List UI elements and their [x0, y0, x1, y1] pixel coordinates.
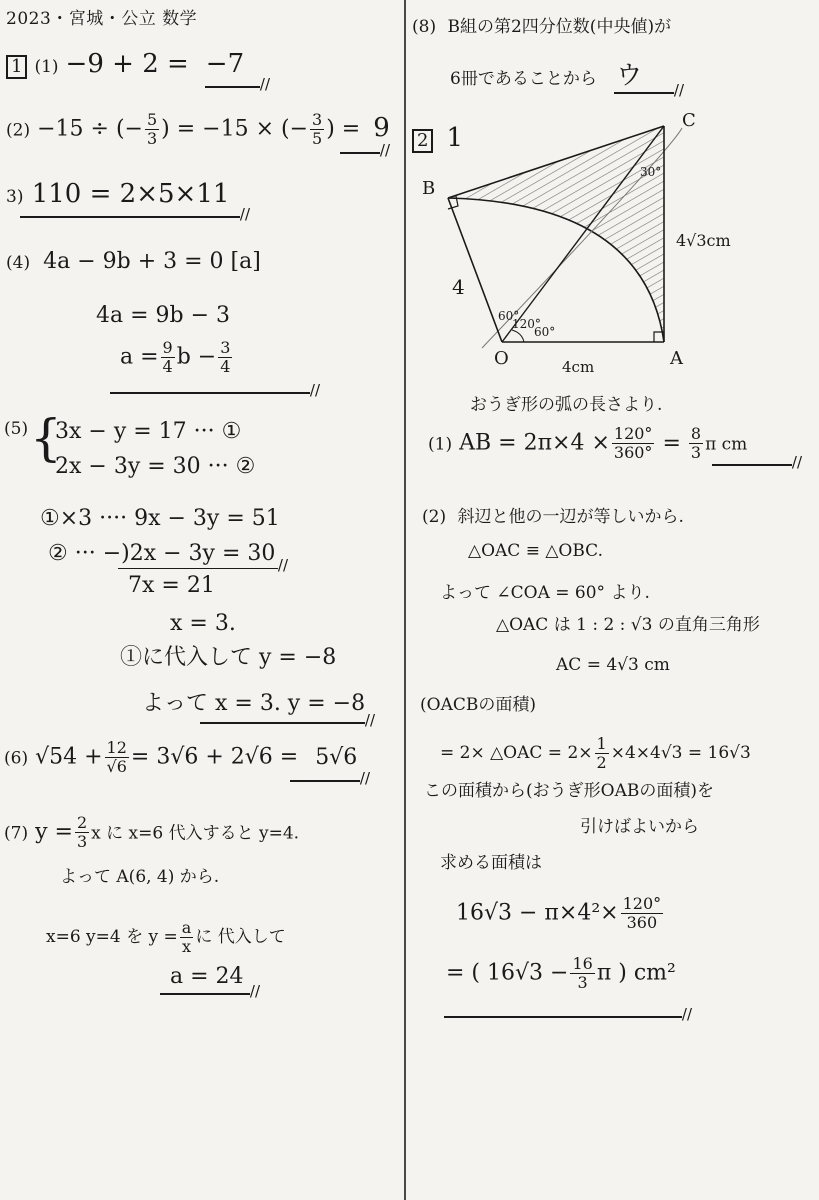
q1-6-underline — [290, 780, 360, 782]
q2-subnumber: 1 — [446, 123, 463, 153]
q1-7-underline — [160, 993, 250, 995]
label-side-AC: 4√3cm — [676, 231, 731, 250]
q2-2-line-5: AC = 4√3 cm — [556, 655, 670, 675]
q2-2-line-2: △OAC ≡ △OBC. — [468, 541, 603, 561]
q1-2-answer: 9 — [373, 112, 390, 143]
q2-arc-note: おうぎ形の弧の長さより. — [470, 395, 663, 415]
q1-4-line-2: 4a = 9b − 3 — [96, 303, 231, 328]
page-title: 2023・宮城・公立 数学 — [6, 9, 198, 29]
q1-7-fraction-1: $\frac{2}{3}$ — [76, 813, 88, 851]
q1-3-number: 3) — [6, 187, 24, 207]
label-angle-3: 60° — [534, 325, 556, 339]
q1-1-answer-underline — [205, 86, 260, 88]
q1-2-fraction-2: $\frac{3}{5}$ — [312, 110, 323, 148]
geometry-figure — [412, 108, 812, 383]
q2-2-half-fraction: $\frac{1}{2}$ — [596, 734, 607, 772]
q1-2-answer-underline — [340, 152, 380, 154]
q1-7-number: (7) — [4, 823, 29, 844]
q1-4-line-3: a = $\frac{9}{4}$ b − $\frac{3}{4}$ — [120, 338, 231, 376]
q1-4-fraction-2: $\frac{3}{4}$ — [220, 338, 231, 376]
q1-6-fraction: $\frac{12}{√6}$ — [106, 738, 127, 776]
q1-6-expr-a: √54 + — [35, 744, 103, 770]
q1-3-expression: 110 = 2×5×11 — [31, 179, 230, 209]
q1-2-expr-b: ) = −15 × (− — [161, 116, 309, 142]
q1-row-1 — [6, 50, 244, 79]
q1-7-line-3: x=6 y=4 を y = $\frac{a}{x}$ に 代入して — [46, 918, 286, 956]
q2-1-answer-fraction: $\frac{8}{3}$ — [690, 424, 702, 462]
q2-2-sector-fraction: $\frac{120^\circ}{360}$ — [622, 894, 662, 932]
label-B: B — [422, 178, 436, 199]
q1-2-expr-a: −15 ÷ (− — [37, 116, 143, 142]
q1-section-label: 1 — [6, 55, 27, 79]
q2-2-line-8: この面積から(おうぎ形OABの面積)を — [424, 781, 714, 801]
q1-4-underline — [110, 392, 310, 394]
q1-row-6 — [4, 740, 357, 775]
q1-1-number: (1) — [34, 57, 59, 77]
q1-8-answer: ウ — [616, 61, 643, 91]
label-angle-1: 60° — [498, 309, 520, 323]
q1-row-4 — [6, 250, 261, 274]
q1-5-sum-line — [118, 568, 278, 569]
q1-7-line-1: (7) y = $\frac{2}{3}$ x に x=6 代入すると y=4. — [4, 813, 300, 851]
label-angle-2: 120° — [512, 317, 541, 331]
q1-2-fraction-1: $\frac{5}{3}$ — [146, 110, 158, 148]
q1-row-3 — [6, 180, 229, 209]
q2-1-line: (1) AB = 2π×4 × $\frac{120^\circ}{360^\circ}$ = $\frac{8}{3}$ π cm — [428, 424, 748, 462]
q1-3-underline — [20, 216, 240, 218]
q1-5-step-4: x = 3. — [170, 611, 236, 636]
q2-2-line-11: 16√3 − π×4²× $\frac{120^\circ}{360}$ — [456, 894, 662, 932]
q1-4-number: (4) — [6, 253, 31, 273]
q1-5-step-2: ② ··· −)2x − 3y = 30 — [48, 541, 276, 566]
q1-8-line-2: 6冊であることから ウ — [450, 61, 643, 91]
q1-6-expr-b: = 3√6 + 2√6 = — [130, 744, 299, 770]
q1-5-brace: { — [30, 409, 62, 467]
angle-arc-O — [512, 330, 524, 342]
label-side-OB: 4 — [452, 275, 465, 299]
q1-7-fraction-2: $\frac{a}{x}$ — [181, 918, 192, 956]
q1-5-step-3: 7x = 21 — [128, 573, 215, 598]
q1-5-underline — [200, 722, 365, 724]
q1-7-line-2: よって A(6, 4) から. — [60, 867, 220, 887]
q1-8-line-1: (8) B組の第2四分位数(中央値)が — [412, 17, 672, 37]
q1-5-eq-2: 2x − 3y = 30 ··· ② — [55, 454, 256, 479]
q2-2-line-1: (2) 斜辺と他の一辺が等しいから. — [422, 507, 684, 527]
q2-1-number: (1) — [428, 434, 453, 455]
q1-6-number: (6) — [4, 748, 29, 769]
label-side-OA: 4cm — [562, 358, 595, 376]
q1-8-underline — [614, 92, 674, 94]
shaded-region — [448, 126, 664, 342]
q2-2-underline — [444, 1016, 682, 1018]
q1-2-expr-c: ) = — [326, 116, 361, 142]
q2-1-fraction: $\frac{120^\circ}{360^\circ}$ — [613, 424, 653, 462]
label-angle-c: 30° — [640, 165, 662, 179]
label-A: A — [670, 348, 683, 369]
q1-1-answer: −7 — [205, 49, 245, 79]
label-C: C — [682, 110, 696, 131]
q2-2-number: (2) — [422, 507, 447, 527]
q1-5-step-1: ①×3 ···· 9x − 3y = 51 — [40, 506, 280, 531]
q2-2-line-3: よって ∠COA = 60° より. — [440, 583, 650, 603]
q2-2-line-10: 求める面積は — [440, 853, 542, 873]
q2-2-line-6: (OACBの面積) — [420, 695, 536, 715]
q2-1-underline — [712, 464, 792, 466]
q1-7-answer: a = 24 — [170, 964, 244, 989]
q1-1-expression: −9 + 2 = — [65, 49, 189, 79]
q1-5-step-6: よって x = 3. y = −8 — [142, 691, 366, 716]
q1-row-2 — [6, 112, 390, 147]
q1-5-number: (5) — [4, 419, 29, 439]
q1-8-number: (8) — [412, 17, 437, 37]
q2-2-line-4: △OAC は 1 : 2 : √3 の直角三角形 — [496, 615, 760, 635]
q1-5-step-5: ①に代入して y = −8 — [120, 645, 337, 670]
q1-4-fraction-1: $\frac{9}{4}$ — [162, 338, 173, 376]
q2-2-answer-fraction: $\frac{16}{3}$ — [572, 954, 593, 992]
q2-2-line-9: 引けばよいから — [580, 817, 699, 837]
q2-2-line-12: = ( 16√3 − $\frac{16}{3}$ π ) cm² — [446, 954, 676, 992]
q1-4-line-1: 4a − 9b + 3 = 0 [a] — [43, 249, 261, 274]
q2-2-line-7: = 2× △OAC = 2× $\frac{1}{2}$ ×4×4√3 = 16√3 — [440, 734, 751, 772]
q2-section-label: 2 — [412, 129, 433, 153]
segment-OB — [448, 198, 502, 342]
label-O: O — [494, 348, 509, 369]
q1-6-answer: 5√6 — [315, 744, 358, 770]
q1-2-number: (2) — [6, 120, 31, 141]
q2-1-answer-tail: π cm — [705, 434, 748, 455]
column-divider — [404, 0, 406, 1200]
q1-5-eq-1: 3x − y = 17 ··· ① — [55, 419, 242, 444]
